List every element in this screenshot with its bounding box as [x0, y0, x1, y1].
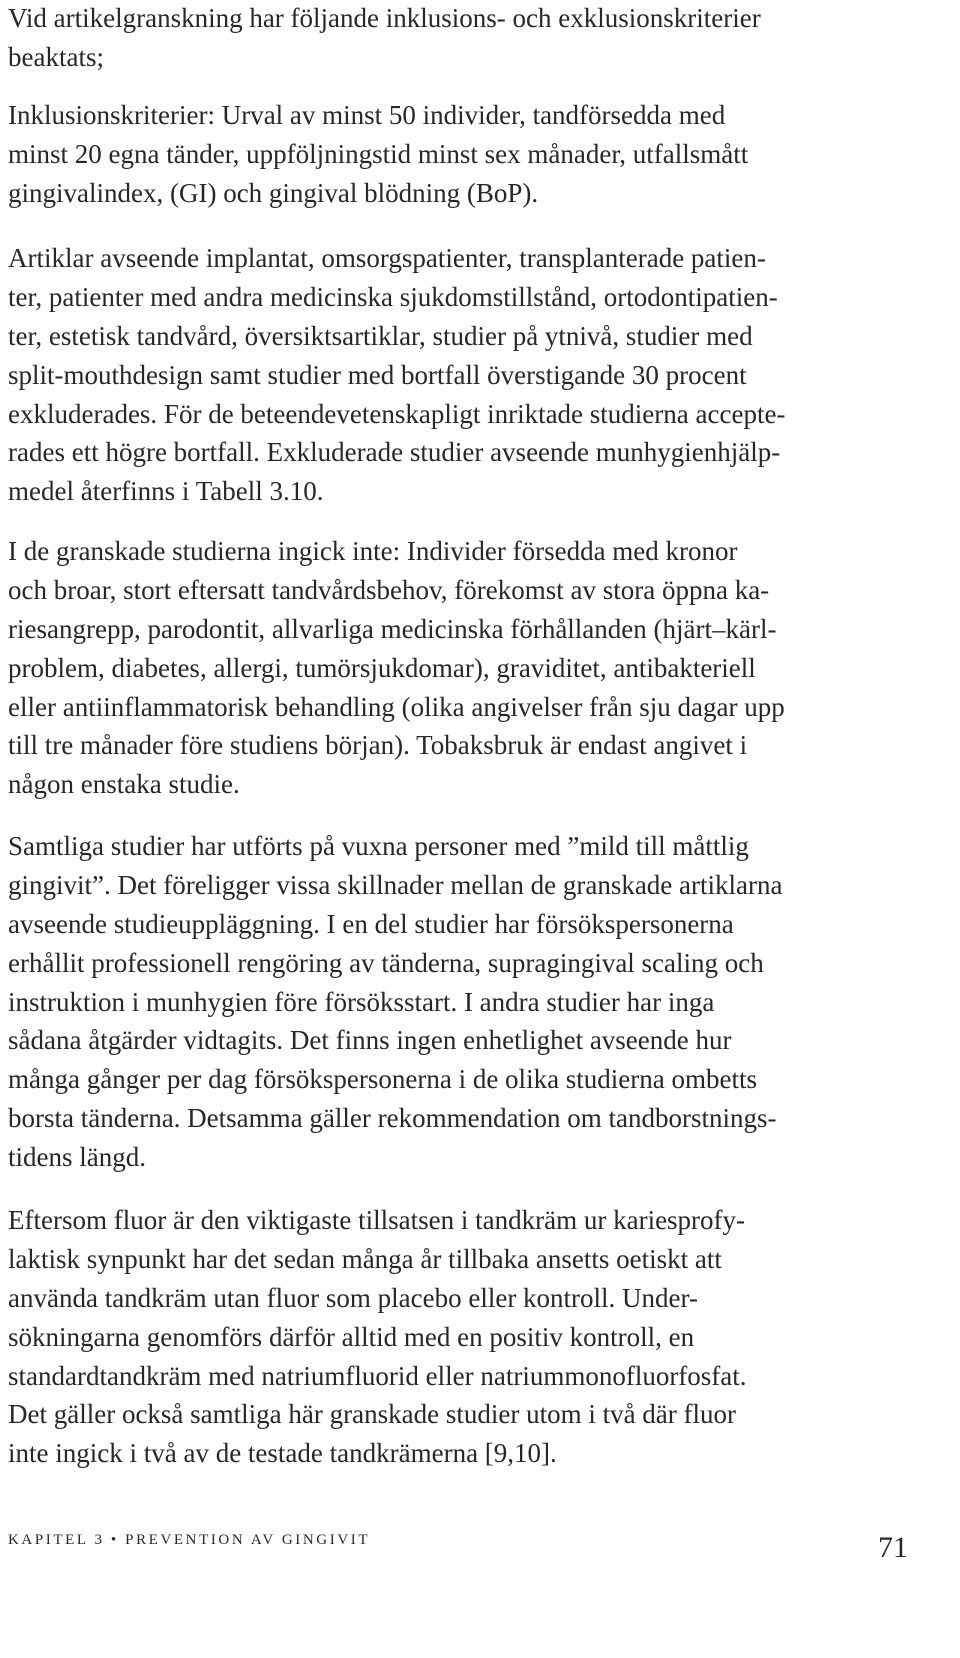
paragraph-criteria-intro: [8, 0, 761, 77]
text-line: laktisk synpunkt har det sedan många år tillbaka ansetts oetiskt att: [8, 1243, 722, 1274]
text-line: ter, patienter med andra medicinska sjukdomstillstånd, ortodontipatien-: [8, 281, 778, 312]
text-line: eller antiinflammatorisk behandling (olika angivelser från sju dagar upp: [8, 691, 785, 722]
text-line: Samtliga studier har utförts på vuxna personer med ”mild till måttlig: [8, 831, 749, 861]
text-line: problem, diabetes, allergi, tumörsjukdomar), graviditet, antibakteriell: [8, 652, 756, 683]
text-line: minst 20 egna tänder, uppföljningstid minst sex månader, utfallsmått: [8, 138, 749, 169]
paragraph-study-design: [8, 827, 782, 1177]
text-line: Artiklar avseende implantat, omsorgspatienter, transplanterade patien-: [8, 243, 766, 273]
text-line: gingivit”. Det föreligger vissa skillnader mellan de granskade artiklarna: [8, 869, 783, 900]
text-line: många gånger per dag försökspersonerna i de olika studierna ombetts: [8, 1064, 758, 1095]
text-line: beaktats;: [8, 41, 104, 72]
text-line: riesangrepp, parodontit, allvarliga medicinska förhållanden (hjärt–kärl-: [8, 613, 777, 644]
text-line: ter, estetisk tandvård, översiktsartiklar, studier på ytnivå, studier med: [8, 320, 753, 351]
text-line: och broar, stort eftersatt tandvårdsbehov, förekomst av stora öppna ka-: [8, 574, 770, 605]
text-line: gingivalindex, (GI) och gingival blödning (BoP).: [8, 177, 539, 208]
text-line: till tre månader före studiens början). Tobaksbruk är endast angivet i: [8, 730, 748, 761]
text-line: Inklusionskriterier: Urval av minst 50 individer, tandförsedda med: [8, 100, 726, 130]
text-line: använda tandkräm utan fluor som placebo eller kontroll. Under-: [8, 1282, 698, 1313]
text-line: inte ingick i två av de testade tandkrämerna [9,10].: [8, 1438, 557, 1469]
text-line: rades ett högre bortfall. Exkluderade studier avseende munhygienhjälp-: [8, 437, 781, 468]
running-footer-chapter: KAPITEL 3 • PREVENTION AV GINGIVIT: [8, 1532, 371, 1548]
text-line: I de granskade studierna ingick inte: Individer försedda med kronor: [8, 536, 738, 566]
text-line: instruktion i munhygien före försöksstart. I andra studier har inga: [8, 986, 715, 1017]
text-line: standardtandkräm med natriumfluorid eller natriummonofluorfosfat.: [8, 1360, 747, 1391]
text-line: någon enstaka studie.: [8, 769, 240, 800]
text-line: sökningarna genomförs därför alltid med en positiv kontroll, en: [8, 1321, 695, 1352]
text-line: medel återfinns i Tabell 3.10.: [8, 476, 324, 507]
text-line: Vid artikelgranskning har följande inklusions- och exklusionskriterier: [8, 3, 761, 33]
paragraph-not-included: [8, 532, 785, 804]
text-line: sådana åtgärder vidtagits. Det finns ingen enhetlighet avseende hur: [8, 1025, 732, 1056]
text-line: exkluderades. För de beteendevetenskapligt inriktade studierna accepte-: [8, 398, 786, 429]
text-line: avseende studieuppläggning. I en del studier har försökspersonerna: [8, 908, 734, 939]
paragraph-inclusion-criteria: [8, 96, 748, 213]
text-line: Det gäller också samtliga här granskade studier utom i två där fluor: [8, 1399, 737, 1430]
text-line: tidens längd.: [8, 1142, 146, 1173]
paragraph-fluoride-control: [8, 1201, 747, 1473]
text-line: borsta tänderna. Detsamma gäller rekommendation om tandborstnings-: [8, 1103, 777, 1134]
page-number: 71: [878, 1531, 908, 1564]
text-line: split-mouthdesign samt studier med bortfall överstigande 30 procent: [8, 359, 747, 390]
text-line: Eftersom fluor är den viktigaste tillsatsen i tandkräm ur kariesprofy-: [8, 1205, 746, 1235]
paragraph-exclusion-criteria: [8, 239, 785, 511]
text-line: erhållit professionell rengöring av tänderna, supragingival scaling och: [8, 947, 764, 978]
